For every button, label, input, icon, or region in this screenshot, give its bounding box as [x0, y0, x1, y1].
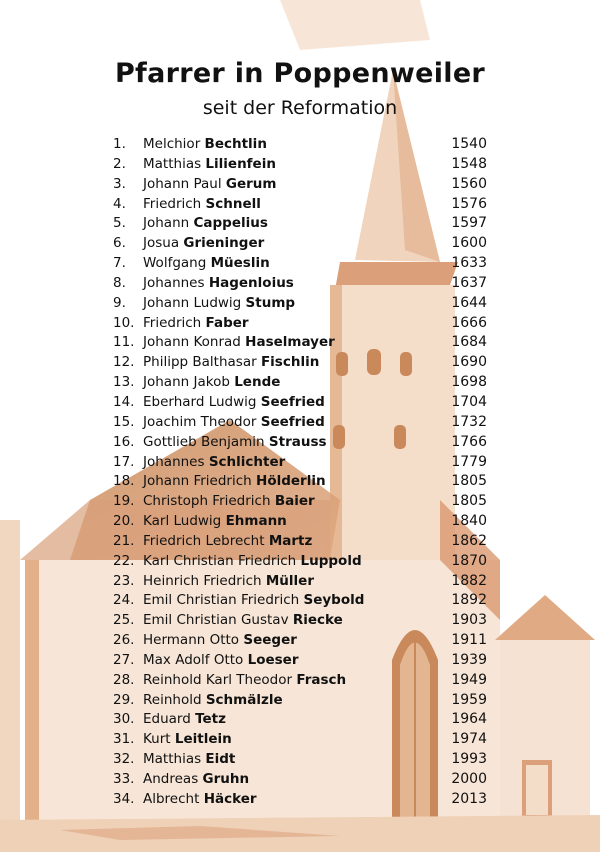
- pastor-year: 1779: [451, 453, 487, 470]
- list-item-number: 31.: [113, 731, 135, 748]
- pastor-year: 1732: [451, 413, 487, 430]
- pastor-name: [143, 572, 314, 592]
- list-item-number: 15.: [113, 413, 135, 430]
- list-item-number: 7.: [113, 255, 126, 272]
- list-item: [113, 453, 493, 473]
- list-item: [113, 413, 493, 433]
- pastor-given-names: Friedrich: [143, 195, 202, 212]
- list-item-number: 27.: [113, 651, 135, 668]
- list-item: [113, 353, 493, 373]
- list-item: [113, 373, 493, 393]
- pastor-surname: Hagenloius: [208, 274, 294, 291]
- pastor-name: [143, 790, 257, 810]
- pastor-surname: Hölderlin: [256, 473, 326, 490]
- pastor-given-names: Melchior: [143, 136, 201, 152]
- pastor-year: 1560: [451, 175, 487, 192]
- pastor-name: [143, 532, 312, 552]
- pastor-name: [143, 353, 319, 373]
- pastor-given-names: Andreas: [143, 771, 199, 787]
- list-item-number: 16.: [113, 433, 135, 450]
- pastor-given-names: Friedrich Lebrecht: [143, 532, 265, 549]
- pastor-year: 1633: [451, 255, 487, 272]
- list-item-number: 1.: [113, 136, 126, 152]
- list-item: [113, 770, 493, 790]
- pastor-year: 1805: [451, 493, 487, 510]
- pastor-name: [143, 472, 326, 492]
- pastor-name: [143, 214, 268, 234]
- pastor-given-names: Gottlieb Benjamin: [143, 433, 265, 450]
- pastor-surname: Luppold: [300, 552, 362, 569]
- pastor-year: 1666: [451, 314, 487, 331]
- pastor-name: [143, 691, 283, 711]
- pastor-given-names: Hermann Otto: [143, 632, 240, 649]
- pastor-given-names: Emil Christian Friedrich: [143, 592, 300, 609]
- pastor-surname: Schnell: [205, 195, 261, 212]
- pastor-surname: Gruhn: [202, 771, 250, 787]
- pastor-name: [143, 512, 287, 532]
- list-item-number: 2.: [113, 155, 126, 172]
- pastor-name: [143, 433, 327, 453]
- list-item-number: 22.: [113, 552, 135, 569]
- list-item: [113, 314, 493, 334]
- pastor-surname: Tetz: [195, 711, 226, 728]
- pastor-given-names: Albrecht: [143, 790, 200, 807]
- pastor-surname: Lilienfein: [205, 155, 276, 172]
- list-item: [113, 651, 493, 671]
- pastor-name: [143, 135, 267, 155]
- pastor-surname: Bechtlin: [204, 136, 267, 152]
- pastor-surname: Eidt: [205, 751, 236, 768]
- pastor-year: 1959: [451, 691, 487, 708]
- pastor-list: [113, 135, 493, 810]
- list-item: [113, 790, 493, 810]
- pastor-name: [143, 591, 364, 611]
- pastor-name: [143, 750, 235, 770]
- pastor-surname: Grieninger: [183, 235, 265, 252]
- list-item-number: 12.: [113, 354, 135, 371]
- pastor-surname: Lende: [234, 374, 281, 391]
- pastor-given-names: Heinrich Friedrich: [143, 572, 262, 589]
- pastor-surname: Stump: [245, 294, 296, 311]
- pastor-surname: Martz: [268, 532, 313, 549]
- pastor-year: 1600: [451, 235, 487, 252]
- pastor-given-names: Josua: [143, 235, 180, 252]
- list-item-number: 9.: [113, 294, 126, 311]
- pastor-surname: Seefried: [260, 413, 325, 430]
- list-item: [113, 611, 493, 631]
- list-item: [113, 710, 493, 730]
- pastor-given-names: Christoph Friedrich: [143, 493, 271, 510]
- pastor-year: 1882: [451, 572, 487, 589]
- list-item: [113, 691, 493, 711]
- list-item-number: 33.: [113, 771, 135, 787]
- pastor-year: 1862: [451, 532, 487, 549]
- pastor-year: 1704: [451, 393, 487, 410]
- pastor-surname: Cappelius: [193, 215, 268, 232]
- list-item-number: 17.: [113, 453, 135, 470]
- pastor-given-names: Karl Ludwig: [143, 513, 222, 530]
- list-item: [113, 572, 493, 592]
- list-item: [113, 155, 493, 175]
- list-item-number: 20.: [113, 513, 135, 530]
- pastor-name: [143, 155, 276, 175]
- pastor-name: [143, 274, 294, 294]
- list-item: [113, 512, 493, 532]
- pastor-given-names: Reinhold: [143, 691, 202, 708]
- page-title: Pfarrer in Poppenweiler: [114, 58, 486, 89]
- pastor-given-names: Max Adolf Otto: [143, 651, 244, 668]
- pastor-surname: Seybold: [303, 592, 365, 609]
- pastor-surname: Seefried: [260, 393, 325, 410]
- list-item: [113, 135, 493, 155]
- pastor-year: 2000: [451, 771, 487, 787]
- list-item: [113, 294, 493, 314]
- pastor-surname: Ehmann: [225, 513, 287, 530]
- pastor-year: 1637: [451, 274, 487, 291]
- list-item-number: 32.: [113, 751, 135, 768]
- pastor-given-names: Emil Christian Gustav: [143, 612, 289, 629]
- pastor-year: 1698: [451, 374, 487, 391]
- list-item-number: 18.: [113, 473, 135, 490]
- pastor-name: [143, 254, 270, 274]
- list-item-number: 3.: [113, 175, 126, 192]
- pastor-surname: Häcker: [203, 790, 257, 807]
- pastor-surname: Fischlin: [260, 354, 320, 371]
- list-item-number: 5.: [113, 215, 126, 232]
- pastor-surname: Riecke: [292, 612, 343, 629]
- pastor-year: 1870: [451, 552, 487, 569]
- pastor-surname: Strauss: [268, 433, 327, 450]
- pastor-name: [143, 195, 261, 215]
- pastor-name: [143, 552, 362, 572]
- pastor-name: [143, 413, 325, 433]
- pastor-year: 1548: [451, 155, 487, 172]
- list-item-number: 29.: [113, 691, 135, 708]
- list-item: [113, 214, 493, 234]
- pastor-name: [143, 234, 264, 254]
- pastor-given-names: Kurt: [143, 731, 171, 748]
- pastor-name: [143, 611, 343, 631]
- pastor-given-names: Wolfgang: [143, 255, 207, 272]
- pastor-year: 1974: [451, 731, 487, 748]
- pastor-name: [143, 314, 249, 334]
- list-item: [113, 393, 493, 413]
- pastor-year: 1597: [451, 215, 487, 232]
- list-item-number: 14.: [113, 393, 135, 410]
- list-item: [113, 631, 493, 651]
- pastor-name: [143, 730, 232, 750]
- pastor-name: [143, 373, 280, 393]
- pastor-given-names: Joachim Theodor: [143, 413, 257, 430]
- pastor-year: 1993: [451, 751, 487, 768]
- list-item: [113, 274, 493, 294]
- pastor-given-names: Matthias: [143, 155, 202, 172]
- pastor-given-names: Johannes: [143, 453, 205, 470]
- list-item: [113, 750, 493, 770]
- list-item: [113, 492, 493, 512]
- list-item-number: 13.: [113, 374, 135, 391]
- pastor-surname: Seeger: [243, 632, 297, 649]
- pastor-year: 1766: [451, 433, 487, 450]
- pastor-given-names: Johann Friedrich: [143, 473, 252, 490]
- pastor-given-names: Johann Konrad: [143, 334, 241, 351]
- list-item: [113, 671, 493, 691]
- pastor-given-names: Matthias: [143, 751, 202, 768]
- pastor-name: [143, 671, 346, 691]
- pastor-given-names: Friedrich: [143, 314, 202, 331]
- list-item-number: 26.: [113, 632, 135, 649]
- list-item: [113, 472, 493, 492]
- page-subtitle: seit der Reformation: [202, 97, 398, 119]
- pastor-year: 1805: [451, 473, 487, 490]
- list-item-number: 30.: [113, 711, 135, 728]
- pastor-year: 2013: [451, 790, 487, 807]
- pastor-name: [143, 770, 249, 790]
- pastor-year: 1690: [451, 354, 487, 371]
- list-item-number: 6.: [113, 235, 126, 252]
- pastor-year: 1892: [451, 592, 487, 609]
- pastor-surname: Schlichter: [208, 453, 286, 470]
- pastor-year: 1964: [451, 711, 487, 728]
- list-item: [113, 433, 493, 453]
- pastor-year: 1903: [451, 612, 487, 629]
- pastor-name: [143, 333, 335, 353]
- list-item: [113, 552, 493, 572]
- list-item: [113, 254, 493, 274]
- list-item: [113, 333, 493, 353]
- list-item: [113, 234, 493, 254]
- list-item: [113, 591, 493, 611]
- pastor-given-names: Johannes: [143, 274, 205, 291]
- pastor-name: [143, 710, 226, 730]
- pastor-given-names: Karl Christian Friedrich: [143, 552, 297, 569]
- list-item: [113, 195, 493, 215]
- pastor-name: [143, 175, 276, 195]
- pastor-surname: Loeser: [247, 651, 299, 668]
- pastor-given-names: Philipp Balthasar: [143, 354, 257, 371]
- list-item-number: 8.: [113, 274, 126, 291]
- pastor-year: 1644: [451, 294, 487, 311]
- list-item: [113, 175, 493, 195]
- pastor-name: [143, 294, 295, 314]
- pastor-surname: Leitlein: [174, 731, 232, 748]
- pastor-name: [143, 453, 285, 473]
- pastor-given-names: Reinhold Karl Theodor: [143, 671, 293, 688]
- list-item-number: 10.: [113, 314, 135, 331]
- pastor-surname: Müeslin: [210, 255, 270, 272]
- list-item-number: 23.: [113, 572, 135, 589]
- pastor-year: 1576: [451, 195, 487, 212]
- pastor-year: 1911: [451, 632, 487, 649]
- pastor-given-names: Eduard: [143, 711, 191, 728]
- pastor-surname: Müller: [265, 572, 314, 589]
- pastor-given-names: Johann Paul: [143, 175, 222, 192]
- pastor-year: 1840: [451, 513, 487, 530]
- pastor-surname: Gerum: [225, 175, 277, 192]
- pastor-year: 1684: [451, 334, 487, 351]
- pastor-name: [143, 393, 325, 413]
- pastor-given-names: Johann Ludwig: [143, 294, 242, 311]
- pastor-year: 1949: [451, 671, 487, 688]
- pastor-year: 1939: [451, 651, 487, 668]
- pastor-given-names: Johann: [143, 215, 190, 232]
- list-item-number: 21.: [113, 532, 135, 549]
- list-item-number: 19.: [113, 493, 135, 510]
- list-item-number: 28.: [113, 671, 135, 688]
- list-item-number: 4.: [113, 195, 126, 212]
- pastor-name: [143, 631, 297, 651]
- list-item-number: 24.: [113, 592, 135, 609]
- list-item: [113, 532, 493, 552]
- pastor-surname: Baier: [274, 493, 315, 510]
- pastor-surname: Schmälzle: [205, 691, 283, 708]
- pastor-given-names: Johann Jakob: [143, 374, 230, 391]
- list-item-number: 34.: [113, 790, 135, 807]
- list-item-number: 25.: [113, 612, 135, 629]
- list-item: [113, 730, 493, 750]
- pastor-name: [143, 492, 315, 512]
- pastor-surname: Faber: [205, 314, 249, 331]
- pastor-name: [143, 651, 298, 671]
- pastor-given-names: Eberhard Ludwig: [143, 393, 257, 410]
- list-item-number: 11.: [113, 334, 135, 351]
- pastor-year: 1540: [451, 136, 487, 152]
- pastor-surname: Frasch: [296, 671, 347, 688]
- pastor-surname: Haselmayer: [245, 334, 335, 351]
